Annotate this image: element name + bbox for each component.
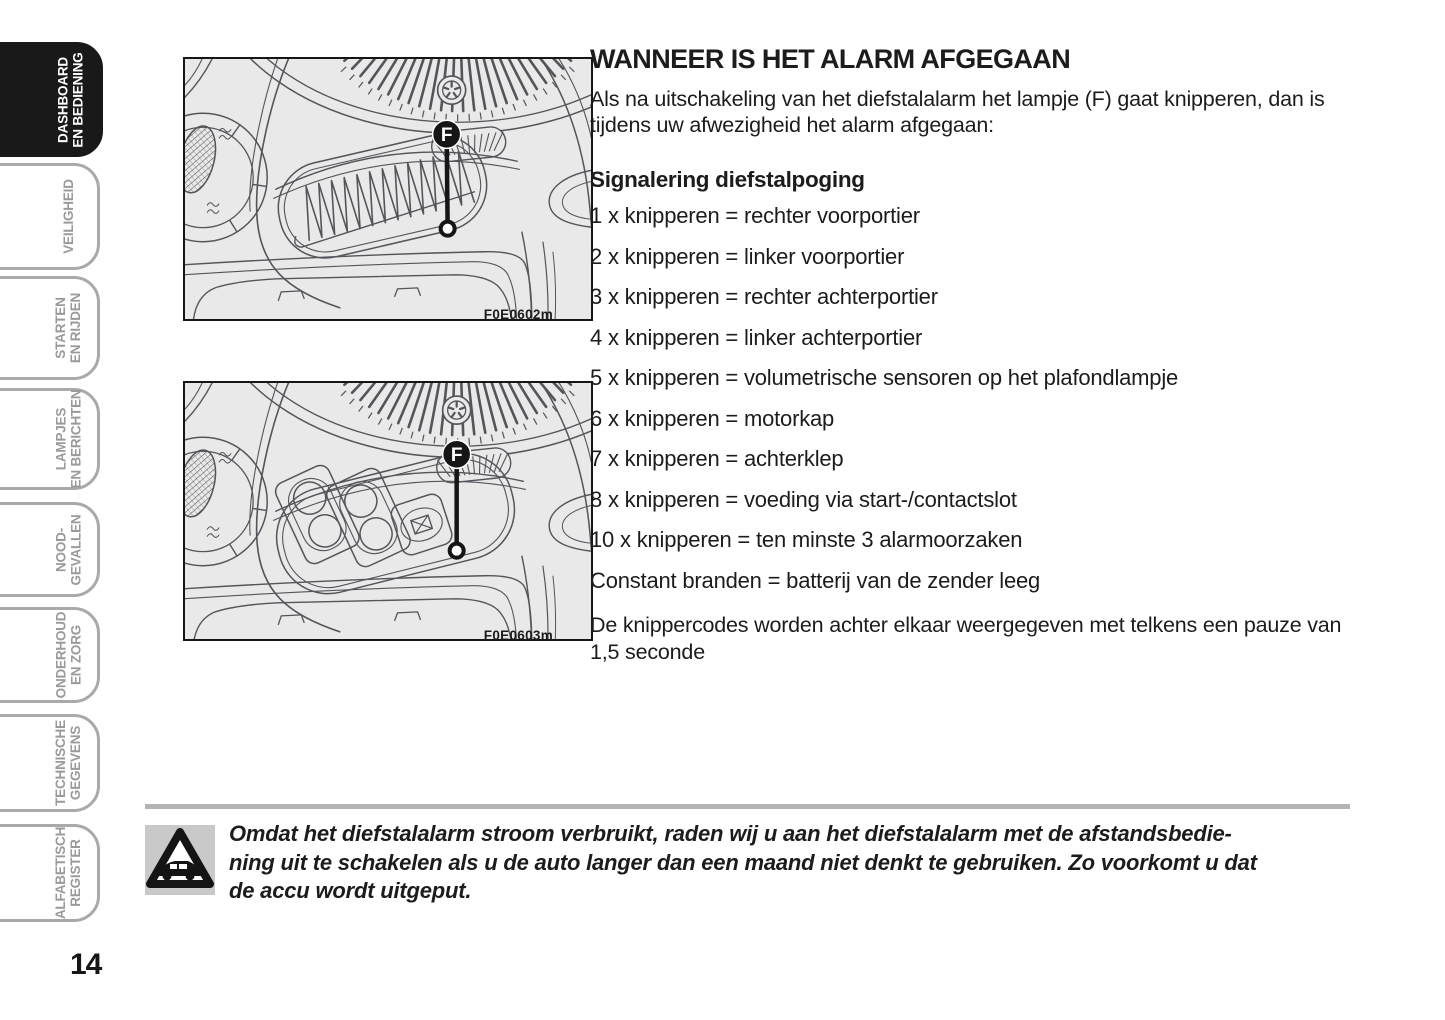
tab-line: ALFABETISCH bbox=[53, 826, 68, 920]
svg-text:F: F bbox=[450, 444, 463, 466]
tab-line: STARTEN bbox=[53, 297, 68, 359]
tab-line: EN RIJDEN bbox=[68, 292, 83, 364]
signal-code-row: 7 x knipperen = achterklep bbox=[590, 446, 844, 471]
tab-line: GEVALLEN bbox=[68, 514, 83, 585]
warning-line: ning uit te schakelen als u de auto langer dan een maand niet denkt te gebruiken. Zo voorkomt u dat bbox=[229, 849, 1257, 875]
tab-line: TECHNISCHE bbox=[53, 720, 69, 806]
tab-line: EN ZORG bbox=[68, 624, 84, 686]
dashboard-line-drawing bbox=[185, 383, 591, 639]
tab-label bbox=[42, 45, 100, 154]
warning-note bbox=[145, 820, 1350, 930]
page-title: WANNEER IS HET ALARM AFGEGAAN bbox=[590, 44, 1071, 74]
dashboard-line-drawing bbox=[185, 59, 591, 319]
tab-label bbox=[39, 610, 97, 700]
svg-text:F: F bbox=[440, 124, 453, 146]
tab-line: GEGEVENS bbox=[68, 725, 84, 801]
tab-line: VEILIGHEID bbox=[60, 179, 76, 254]
tab-line: REGISTER bbox=[68, 839, 83, 907]
tab-label bbox=[39, 279, 97, 377]
signal-code-row: 4 x knipperen = linker achterportier bbox=[590, 324, 923, 350]
tab-label bbox=[39, 827, 97, 919]
signal-code-row: 1 x knipperen = rechter voorportier bbox=[590, 203, 920, 228]
sidebar-tab-onderhoud-en-zorg[interactable] bbox=[0, 607, 100, 703]
warning-line: de accu wordt uitgeput. bbox=[229, 878, 472, 903]
signal-code-row: Constant branden = batterij van de zender leeg bbox=[590, 567, 1041, 593]
tab-label bbox=[39, 505, 97, 594]
tab-line: EN BEDIENING bbox=[71, 51, 86, 148]
sidebar-tab-starten-en-rijden[interactable] bbox=[0, 276, 100, 380]
warning-triangle-icon bbox=[145, 825, 215, 895]
signal-code-row: 10 x knipperen = ten minste 3 alarmoorzaken bbox=[590, 527, 1023, 552]
tab-label bbox=[39, 391, 97, 487]
sidebar-tab-veiligheid[interactable] bbox=[0, 163, 100, 270]
intro-paragraph: Als na uitschakeling van het diefstalalarm het lampje (F) gaat knipperen, dan is tijdens uw afwezigheid het alarm afgegaan: bbox=[590, 87, 1325, 137]
page-number: 14 bbox=[70, 948, 102, 981]
section-divider bbox=[145, 804, 1350, 809]
tab-line: EN BERICHTEN bbox=[68, 389, 84, 489]
warning-line: Omdat het diefstalalarm stroom verbruikt, raden wij u aan het diefstalalarm met de afstandsbedie- bbox=[229, 821, 1232, 846]
figure-dashboard-alarm-led-bottom bbox=[183, 381, 593, 641]
tab-line: LAMPJES bbox=[53, 407, 69, 471]
tab-line: DASHBOARD bbox=[56, 56, 71, 143]
signal-code-row: 3 x knipperen = rechter achterportier bbox=[590, 284, 938, 309]
sidebar-tab-technische-gegevens[interactable] bbox=[0, 714, 100, 812]
outro-paragraph: De knippercodes worden achter elkaar weergegeven met telkens een pauze van 1,5 seconde bbox=[590, 613, 1342, 664]
tab-label bbox=[39, 166, 97, 267]
warning-text bbox=[229, 820, 1350, 906]
signal-code-list bbox=[590, 196, 1178, 601]
sidebar-tab-alfabetisch-register[interactable] bbox=[0, 824, 100, 922]
signal-code-row: 5 x knipperen = volumetrische sensoren op het plafondlampje bbox=[590, 365, 1179, 390]
figure-dashboard-alarm-led-top bbox=[183, 57, 593, 321]
tab-line: ONDERHOUD bbox=[53, 611, 69, 699]
tab-line: NOOD- bbox=[53, 527, 68, 572]
figure-caption: F0E0602m bbox=[483, 307, 553, 322]
sidebar-tab-noodgevallen[interactable] bbox=[0, 502, 100, 597]
sidebar-tab-dashboard-en-bediening[interactable] bbox=[0, 42, 103, 157]
signal-code-row: 2 x knipperen = linker voorportier bbox=[590, 243, 905, 269]
signal-code-row: 8 x knipperen = voeding via start-/contactslot bbox=[590, 486, 1017, 512]
sidebar-tab-lampjes-en-berichten[interactable] bbox=[0, 388, 100, 490]
figure-caption: F0E0603m bbox=[483, 628, 553, 643]
signal-code-row: 6 x knipperen = motorkap bbox=[590, 405, 835, 431]
section-subtitle: Signalering diefstalpoging bbox=[590, 167, 865, 192]
tab-label bbox=[39, 717, 97, 809]
